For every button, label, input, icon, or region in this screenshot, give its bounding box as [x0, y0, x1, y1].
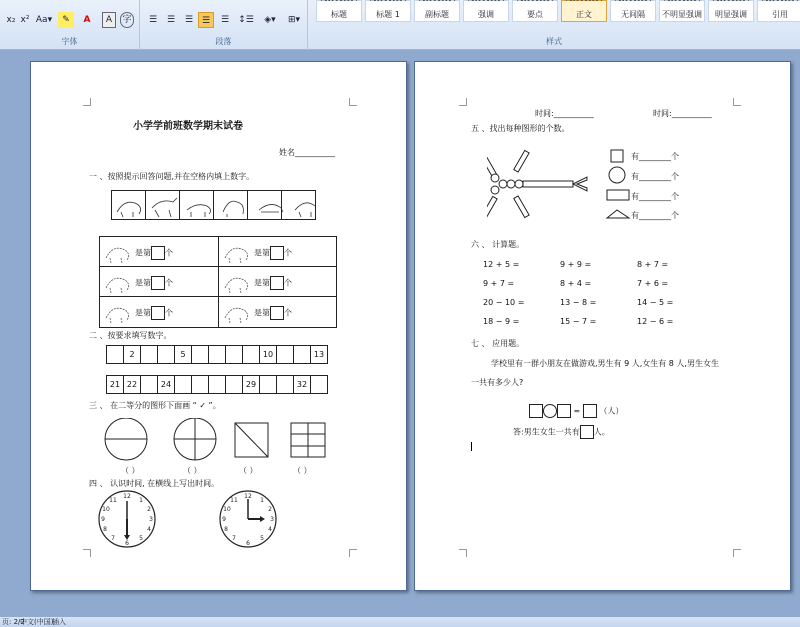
answer-line	[513, 425, 610, 439]
number-cell[interactable]: 22	[123, 375, 141, 394]
style-2[interactable]	[365, 0, 411, 22]
number-cell[interactable]	[106, 345, 124, 364]
number-cell[interactable]	[191, 345, 209, 364]
question-2: 二 、按要求填写数字。	[89, 331, 172, 340]
page-count[interactable]: 页: 2/2	[2, 618, 25, 626]
answer-box[interactable]	[580, 425, 594, 439]
style-preview	[758, 0, 800, 1]
distribute-button[interactable]	[218, 12, 232, 28]
calc-item: 14 − 5 =	[637, 298, 674, 307]
count-triangle: 有________个	[631, 211, 679, 220]
style-preview	[709, 0, 753, 1]
svg-text:10: 10	[223, 506, 231, 513]
calc-item: 12 − 6 =	[637, 317, 674, 326]
question-5: 五 、找出每种图形的个数。	[471, 124, 570, 133]
style-7[interactable]	[610, 0, 656, 22]
align-right-button[interactable]	[182, 12, 196, 28]
prefix-label: 是第	[254, 278, 270, 288]
shape-legend	[605, 148, 631, 220]
align-center-icon: ☰	[166, 15, 176, 25]
style-label: 无间隔	[621, 10, 645, 19]
answer-box[interactable]	[151, 246, 165, 260]
prefix-label: 是第	[135, 278, 151, 288]
count-circle: 有________个	[631, 172, 679, 181]
style-preview	[562, 0, 606, 1]
answer-suffix: 人。	[593, 427, 610, 437]
number-cell[interactable]: 13	[310, 345, 328, 364]
check-paren: （ ）	[239, 466, 258, 475]
grid-divider	[99, 296, 337, 297]
number-cell[interactable]	[259, 375, 277, 394]
align-left-button[interactable]	[146, 12, 160, 28]
number-cell[interactable]	[293, 345, 311, 364]
answer-box[interactable]	[529, 404, 543, 418]
svg-text:2: 2	[147, 506, 151, 513]
number-cell[interactable]	[276, 375, 294, 394]
calc-item: 15 − 7 =	[560, 317, 597, 326]
problem-text-1: 学校里有一群小朋友在做游戏,男生有 9 人,女生有 8 人,男生女生	[491, 359, 719, 368]
number-cell[interactable]	[191, 375, 209, 394]
svg-text:12: 12	[123, 493, 131, 500]
distribute-icon: ☰	[220, 15, 230, 25]
style-6[interactable]	[561, 0, 607, 22]
paint-bucket-icon: ◈▾	[264, 15, 276, 25]
number-cell[interactable]: 10	[259, 345, 277, 364]
justify-icon: ☰	[201, 16, 211, 26]
svg-text:5: 5	[139, 535, 143, 542]
page-title: 小学学前班数学期末试卷	[133, 121, 243, 132]
paragraph-group	[140, 0, 308, 50]
style-3[interactable]	[414, 0, 460, 22]
answer-box[interactable]	[583, 404, 597, 418]
check-paren: （ ）	[121, 466, 140, 475]
style-label: 明显强调	[715, 10, 747, 19]
text-cursor	[471, 442, 472, 451]
number-cell[interactable]	[140, 375, 158, 394]
question-4: 四 、 认识时间, 在横线上写出时间。	[89, 479, 220, 488]
char-shading-button[interactable]: A	[102, 12, 116, 28]
page-2[interactable]	[414, 61, 791, 591]
number-cell[interactable]	[225, 345, 243, 364]
answer-box[interactable]	[270, 276, 284, 290]
svg-text:12: 12	[244, 493, 252, 500]
animal-sketch	[222, 270, 252, 294]
style-preview	[415, 0, 459, 1]
svg-text:6: 6	[246, 540, 250, 547]
margin-mark	[459, 549, 467, 557]
calc-item: 12 + 5 =	[483, 260, 520, 269]
calc-item: 9 + 7 =	[483, 279, 515, 288]
number-cell[interactable]: 21	[106, 375, 124, 394]
answer-box[interactable]	[270, 246, 284, 260]
number-cell[interactable]: 5	[174, 345, 192, 364]
svg-text:3: 3	[270, 516, 274, 523]
animal-sketch	[222, 300, 252, 324]
font-color-button[interactable]: A	[83, 15, 91, 25]
number-cell[interactable]: 32	[293, 375, 311, 394]
style-preview	[366, 0, 410, 1]
paragraph-group-label: 段落	[215, 37, 232, 46]
style-5[interactable]	[512, 0, 558, 22]
number-cell[interactable]	[140, 345, 158, 364]
calc-item: 8 + 4 =	[560, 279, 592, 288]
style-label: 强调	[478, 10, 494, 19]
svg-text:5: 5	[260, 535, 264, 542]
justify-button[interactable]	[198, 12, 214, 28]
borders-icon: ⊞▾	[287, 15, 301, 25]
style-preview	[660, 0, 704, 1]
svg-text:10: 10	[102, 506, 110, 513]
calc-item: 18 − 9 =	[483, 317, 520, 326]
font-group-label: 字体	[61, 37, 78, 46]
operator-circle[interactable]	[543, 404, 557, 418]
suffix-label: 个	[165, 248, 173, 258]
svg-text:7: 7	[232, 535, 236, 542]
styles-group-label: 样式	[546, 37, 562, 46]
style-label: 副标题	[425, 10, 449, 19]
align-center-button[interactable]	[164, 12, 178, 28]
calc-item: 9 + 9 =	[560, 260, 592, 269]
ribbon	[0, 0, 800, 50]
number-cell[interactable]	[276, 345, 294, 364]
calc-item: 13 − 8 =	[560, 298, 597, 307]
suffix-label: 个	[284, 278, 292, 288]
margin-mark	[349, 549, 357, 557]
change-case-button[interactable]: Aa▾	[35, 15, 53, 25]
svg-text:2: 2	[268, 506, 272, 513]
calc-item: 7 + 6 =	[637, 279, 669, 288]
line-spacing-icon: ↕☰	[238, 15, 254, 25]
shape-figure	[487, 144, 597, 224]
order-answer	[135, 276, 173, 290]
margin-mark	[83, 549, 91, 557]
svg-text:1: 1	[139, 497, 143, 504]
prefix-label: 是第	[135, 248, 151, 258]
svg-text:11: 11	[230, 497, 238, 504]
margin-mark	[459, 98, 467, 106]
style-label: 要点	[527, 10, 543, 19]
number-cell[interactable]	[208, 345, 226, 364]
grid-divider	[218, 236, 219, 328]
svg-text:4: 4	[147, 526, 151, 533]
svg-text:6: 6	[125, 540, 129, 547]
superscript-button[interactable]: x²	[20, 15, 30, 25]
number-cell[interactable]: 29	[242, 375, 260, 394]
answer-prefix: 答:男生女生一共有	[513, 427, 580, 437]
calc-item: 20 − 10 =	[483, 298, 525, 307]
font-group	[0, 0, 140, 50]
margin-mark	[733, 98, 741, 106]
svg-text:3: 3	[149, 516, 153, 523]
svg-text:7: 7	[111, 535, 115, 542]
problem-text-2: 一共有多少人?	[471, 378, 524, 387]
subscript-button[interactable]: x₂	[6, 15, 16, 25]
enclose-char-button[interactable]	[120, 12, 134, 28]
style-9[interactable]	[708, 0, 754, 22]
number-cell[interactable]: 2	[123, 345, 141, 364]
style-1[interactable]	[316, 0, 362, 22]
animal-sketch	[103, 240, 133, 264]
language-indicator[interactable]: 中文(中国)	[20, 618, 54, 626]
time-field-1: 时间:__________	[535, 109, 594, 118]
margin-mark	[349, 98, 357, 106]
style-label: 正文	[576, 10, 592, 19]
equation	[529, 404, 623, 418]
number-cell[interactable]	[225, 375, 243, 394]
style-preview	[611, 0, 655, 1]
svg-text:11: 11	[109, 497, 117, 504]
shading-button[interactable]	[260, 12, 280, 28]
svg-text:8: 8	[103, 526, 107, 533]
animal-sketch	[222, 240, 252, 264]
style-label: 不明显强调	[662, 10, 702, 19]
svg-text:8: 8	[224, 526, 228, 533]
prefix-label: 是第	[135, 308, 151, 318]
question-6: 六 、 计算题。	[471, 240, 525, 249]
svg-text:9: 9	[222, 516, 226, 523]
enclose-char-icon: 字	[122, 15, 132, 25]
margin-mark	[83, 98, 91, 106]
order-answer	[254, 276, 292, 290]
prefix-label: 是第	[254, 248, 270, 258]
status-bar	[0, 617, 800, 627]
style-label: 标题 1	[376, 10, 400, 19]
animal-sketches	[111, 190, 321, 220]
number-row-2	[106, 375, 327, 394]
prefix-label: 是第	[254, 308, 270, 318]
highlight-icon: ✎	[62, 15, 70, 25]
answer-box[interactable]	[151, 276, 165, 290]
style-10[interactable]	[757, 0, 800, 22]
count-square: 有________个	[631, 152, 679, 161]
suffix-label: 个	[165, 308, 173, 318]
style-preview	[464, 0, 508, 1]
suffix-label: 个	[165, 278, 173, 288]
check-paren: （ ）	[183, 466, 202, 475]
svg-text:9: 9	[101, 516, 105, 523]
number-cell[interactable]	[208, 375, 226, 394]
count-rectangle: 有________个	[631, 192, 679, 201]
order-answer	[254, 306, 292, 320]
animal-sketch	[103, 300, 133, 324]
align-right-icon: ☰	[184, 15, 194, 25]
halves-shapes	[103, 418, 333, 462]
question-3: 三 、 在二等分的图形下面画 “ ✓ ”。	[89, 401, 221, 410]
style-label: 引用	[772, 10, 788, 19]
svg-text:4: 4	[268, 526, 272, 533]
question-7: 七 、 应用题。	[471, 339, 525, 348]
style-preview	[317, 0, 361, 1]
suffix-label: 个	[284, 248, 292, 258]
order-answer	[135, 306, 173, 320]
borders-button[interactable]	[284, 12, 304, 28]
number-cell[interactable]	[310, 375, 328, 394]
clock-2	[218, 489, 278, 549]
question-1: 一 、按照提示回答问题,并在空格内填上数字。	[89, 172, 255, 181]
page-1[interactable]	[30, 61, 407, 591]
check-paren: （ ）	[293, 466, 312, 475]
calc-item: 8 + 7 =	[637, 260, 669, 269]
grid-divider	[99, 266, 337, 267]
number-cell[interactable]	[174, 375, 192, 394]
suffix-label: 个	[284, 308, 292, 318]
align-left-icon: ☰	[148, 15, 158, 25]
styles-group	[308, 0, 800, 50]
answer-box[interactable]	[557, 404, 571, 418]
answer-box[interactable]	[151, 306, 165, 320]
clock-1	[97, 489, 157, 549]
line-spacing-button[interactable]	[236, 12, 256, 28]
order-answer	[254, 246, 292, 260]
insert-mode[interactable]: 插入	[52, 618, 66, 626]
order-answer	[135, 246, 173, 260]
style-label: 标题	[331, 10, 347, 19]
number-cell[interactable]	[157, 345, 175, 364]
unit-label: （人）	[599, 406, 624, 416]
style-preview	[513, 0, 557, 1]
equals-sign: =	[573, 406, 581, 416]
time-field-2: 时间:__________	[653, 109, 712, 118]
highlight-button[interactable]	[58, 12, 74, 28]
number-cell[interactable]	[242, 345, 260, 364]
name-field: 姓名__________	[279, 148, 335, 157]
margin-mark	[733, 549, 741, 557]
number-cell[interactable]: 24	[157, 375, 175, 394]
style-4[interactable]	[463, 0, 509, 22]
answer-box[interactable]	[270, 306, 284, 320]
svg-text:1: 1	[260, 497, 264, 504]
style-8[interactable]	[659, 0, 705, 22]
number-row-1	[106, 345, 327, 364]
animal-sketch	[103, 270, 133, 294]
